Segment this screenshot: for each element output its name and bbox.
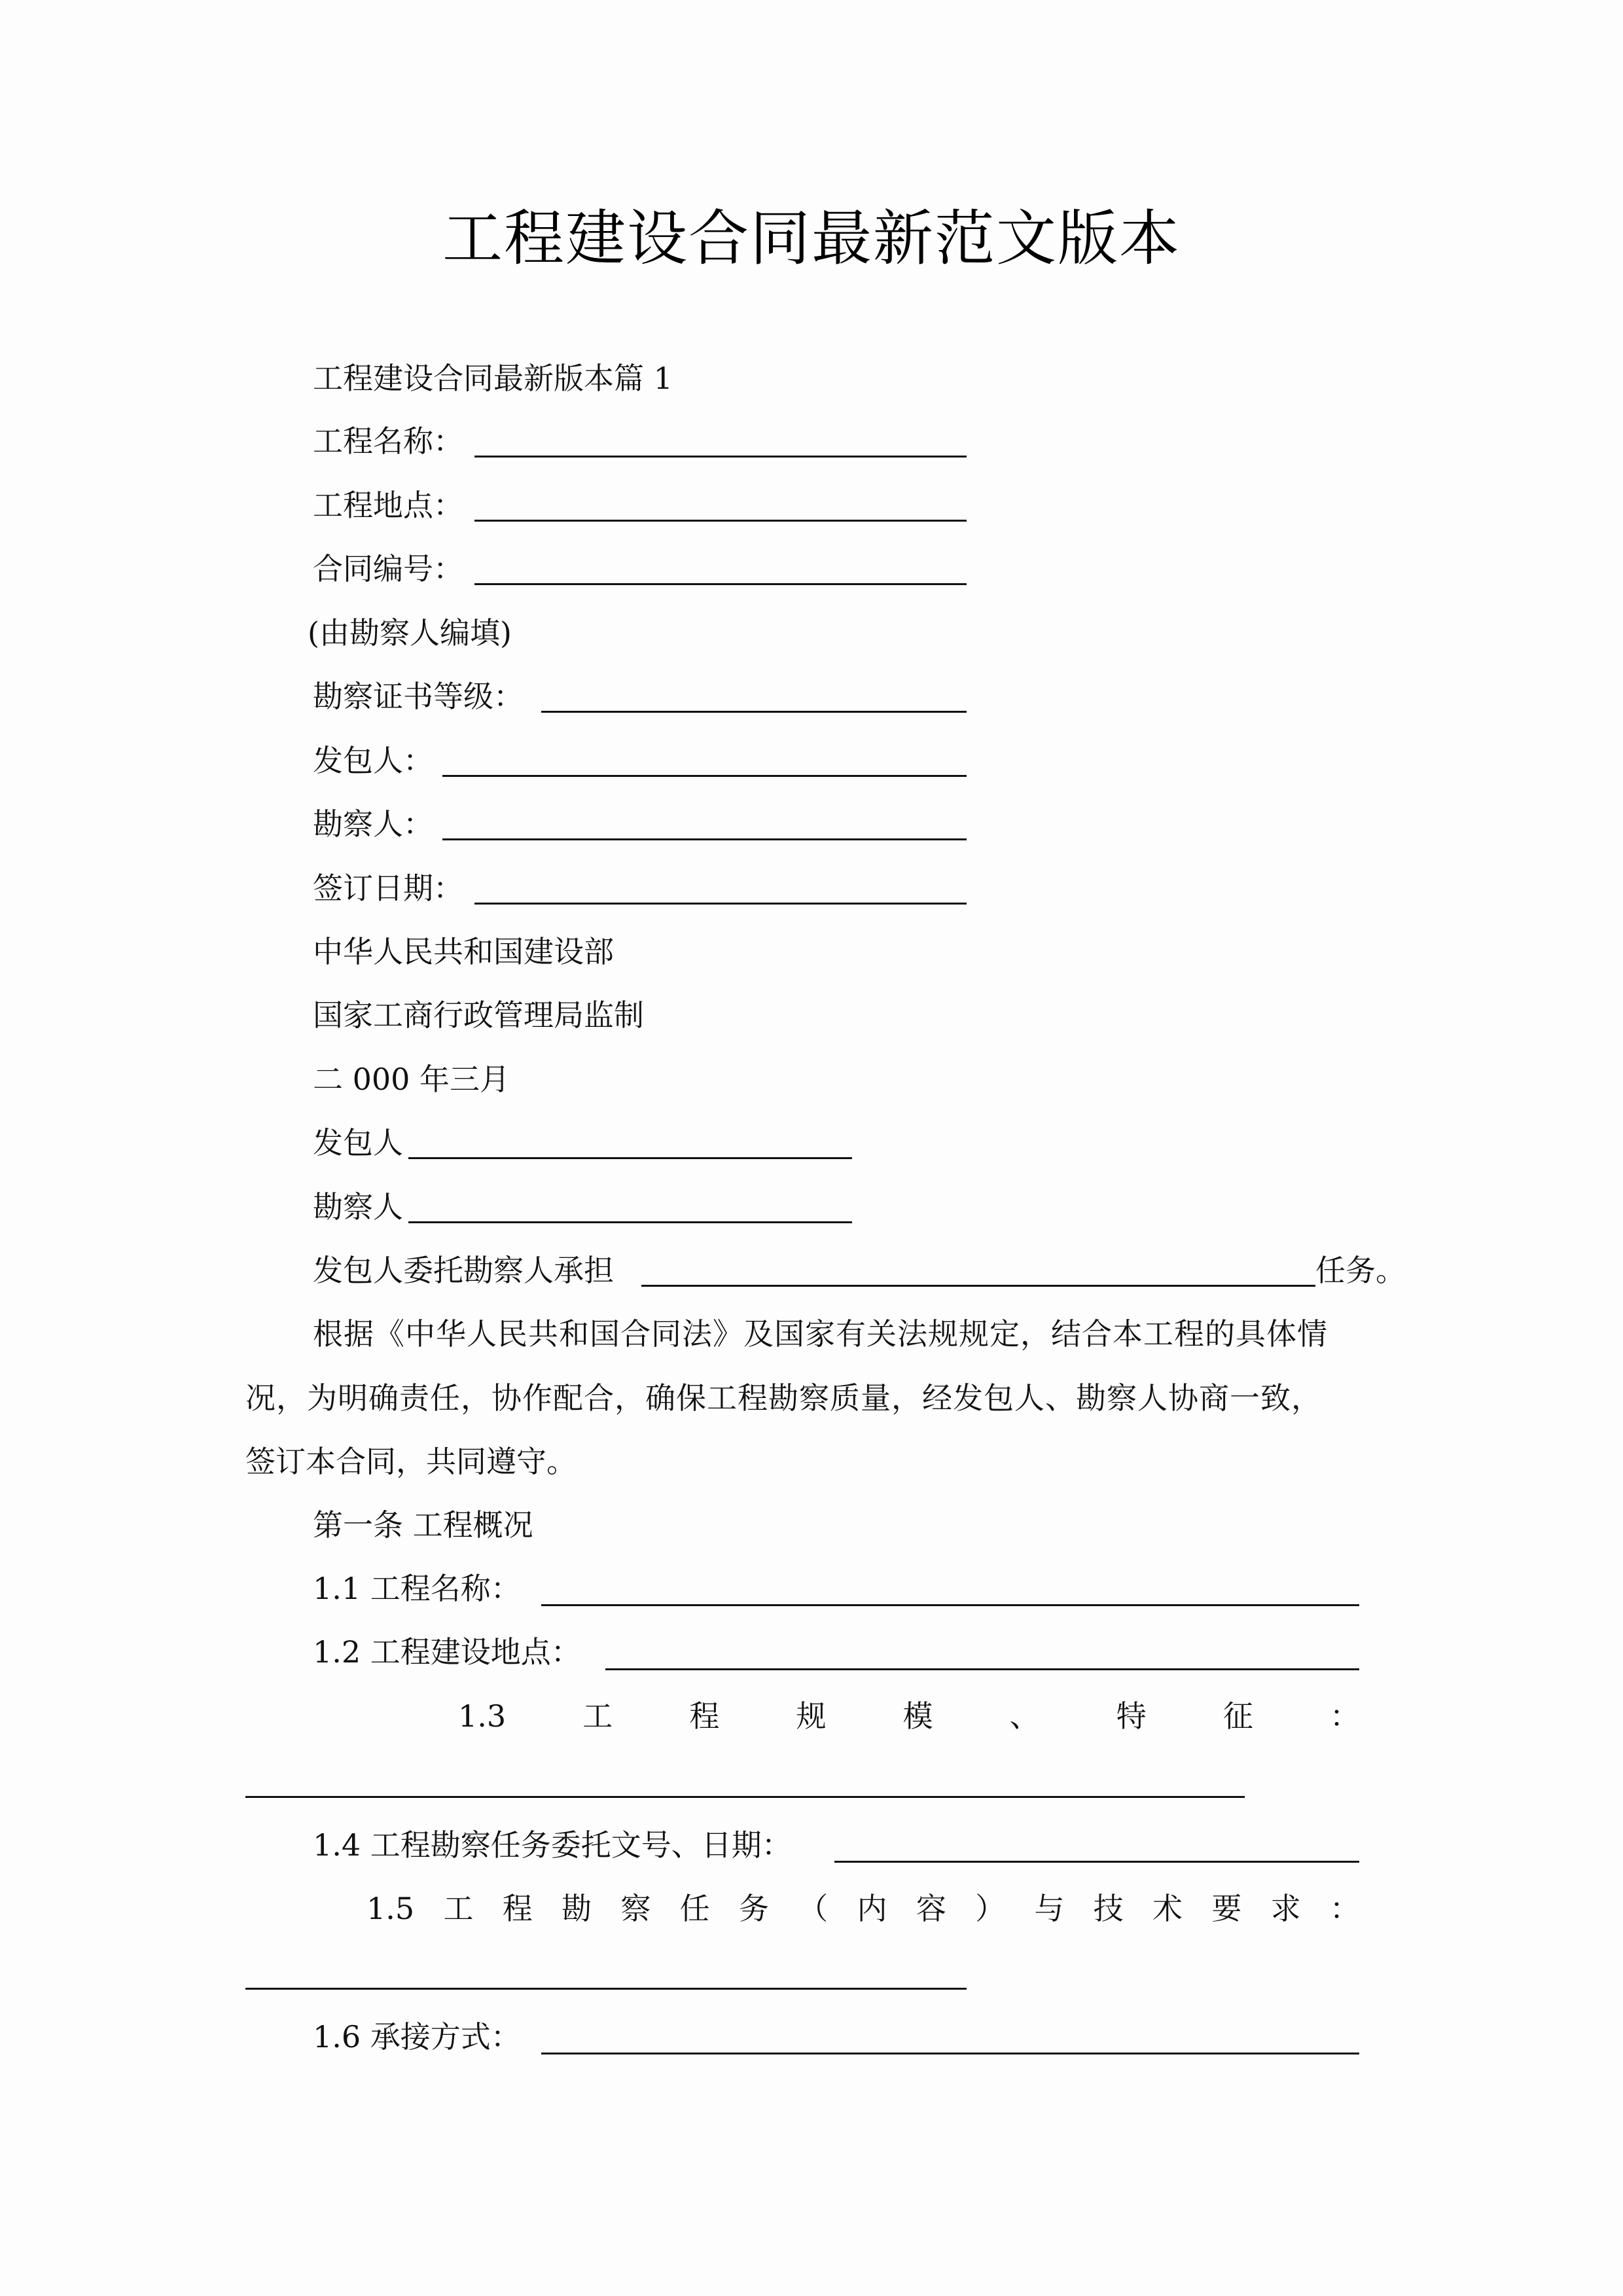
label-char: 、 bbox=[1009, 1698, 1040, 1734]
issuer-bureau: 国家工商行政管理局监制 bbox=[313, 997, 644, 1033]
label-char: ： bbox=[1329, 1698, 1360, 1734]
label-char: 程 bbox=[502, 1891, 533, 1926]
item-1-3-blank[interactable] bbox=[245, 1796, 1245, 1798]
task-suffix: 任务。 bbox=[1315, 1253, 1406, 1288]
label-char: 求 bbox=[1270, 1891, 1301, 1926]
label-char: ： bbox=[1329, 1891, 1360, 1926]
article-1-heading: 第一条 工程概况 bbox=[313, 1507, 533, 1543]
label-char: 术 bbox=[1152, 1891, 1183, 1926]
preamble-line-3: 签订本合同，共同遵守。 bbox=[245, 1444, 577, 1479]
item-1-5-number: 1.5 bbox=[366, 1891, 415, 1926]
label-char: 务 bbox=[738, 1891, 769, 1926]
item-1-1-blank[interactable] bbox=[541, 1604, 1359, 1606]
label-char: 特 bbox=[1116, 1698, 1147, 1734]
field-blank-client[interactable] bbox=[442, 775, 967, 777]
issuer-ministry: 中华人民共和国建设部 bbox=[313, 934, 614, 969]
item-1-3-number: 1.3 bbox=[458, 1698, 507, 1734]
label-char: 规 bbox=[796, 1698, 827, 1734]
item-1-6-label: 1.6 承接方式： bbox=[313, 2019, 521, 2054]
party-surveyor-label: 勘察人 bbox=[313, 1189, 403, 1225]
label-char: 工 bbox=[582, 1698, 613, 1734]
field-blank-project-location[interactable] bbox=[474, 520, 967, 522]
label-char: 工 bbox=[443, 1891, 474, 1926]
item-1-5-blank[interactable] bbox=[245, 1988, 967, 1990]
label-char: 内 bbox=[857, 1891, 887, 1926]
item-1-3-label bbox=[458, 1696, 1360, 1736]
cover-note: (由勘察人编填) bbox=[308, 615, 512, 651]
party-surveyor-blank[interactable] bbox=[408, 1221, 852, 1223]
document-title: 工程建设合同最新范文版本 bbox=[442, 204, 1181, 274]
field-blank-signing-date[interactable] bbox=[474, 903, 967, 905]
field-blank-project-name[interactable] bbox=[474, 456, 967, 457]
label-char: 技 bbox=[1093, 1891, 1124, 1926]
party-client-blank[interactable] bbox=[408, 1157, 852, 1159]
task-blank[interactable] bbox=[641, 1285, 1315, 1287]
cover-subtitle: 工程建设合同最新版本篇 1 bbox=[313, 361, 673, 396]
label-char: 程 bbox=[689, 1698, 720, 1734]
field-blank-surveyor[interactable] bbox=[442, 838, 967, 840]
label-char: 要 bbox=[1211, 1891, 1242, 1926]
field-label-surveyor: 勘察人： bbox=[313, 806, 433, 842]
field-label-project-name: 工程名称： bbox=[313, 423, 463, 459]
label-char: 与 bbox=[1034, 1891, 1065, 1926]
item-1-2-label: 1.2 工程建设地点： bbox=[313, 1634, 581, 1670]
field-label-certificate-grade: 勘察证书等级： bbox=[313, 679, 524, 714]
label-char: （ bbox=[798, 1891, 829, 1926]
item-1-1-label: 1.1 工程名称： bbox=[313, 1571, 521, 1606]
label-char: ） bbox=[975, 1891, 1006, 1926]
item-1-4-blank[interactable] bbox=[834, 1861, 1359, 1863]
label-char: 勘 bbox=[562, 1891, 592, 1926]
issue-date: 二 000 年三月 bbox=[313, 1062, 510, 1097]
field-label-project-location: 工程地点： bbox=[313, 488, 463, 523]
item-1-5-label bbox=[366, 1889, 1360, 1928]
label-char: 任 bbox=[679, 1891, 710, 1926]
label-char: 征 bbox=[1222, 1698, 1253, 1734]
item-1-2-blank[interactable] bbox=[605, 1668, 1359, 1670]
label-char: 容 bbox=[916, 1891, 946, 1926]
preamble-line-1: 根据《中华人民共和国合同法》及国家有关法规规定，结合本工程的具体情 bbox=[313, 1316, 1328, 1352]
field-label-signing-date: 签订日期： bbox=[313, 870, 463, 906]
field-label-client: 发包人： bbox=[313, 743, 433, 778]
field-blank-contract-number[interactable] bbox=[474, 583, 967, 585]
item-1-6-blank[interactable] bbox=[541, 2053, 1359, 2054]
label-char: 察 bbox=[620, 1891, 651, 1926]
task-prefix: 发包人委托勘察人承担 bbox=[313, 1253, 614, 1288]
item-1-4-label: 1.4 工程勘察任务委托文号、日期： bbox=[313, 1827, 792, 1863]
label-char: 模 bbox=[902, 1698, 933, 1734]
party-client-label: 发包人 bbox=[313, 1125, 403, 1160]
field-label-contract-number: 合同编号： bbox=[313, 551, 463, 586]
field-blank-certificate-grade[interactable] bbox=[541, 711, 967, 713]
preamble-line-2: 况，为明确责任，协作配合，确保工程勘察质量，经发包人、勘察人协商一致， bbox=[245, 1380, 1322, 1416]
